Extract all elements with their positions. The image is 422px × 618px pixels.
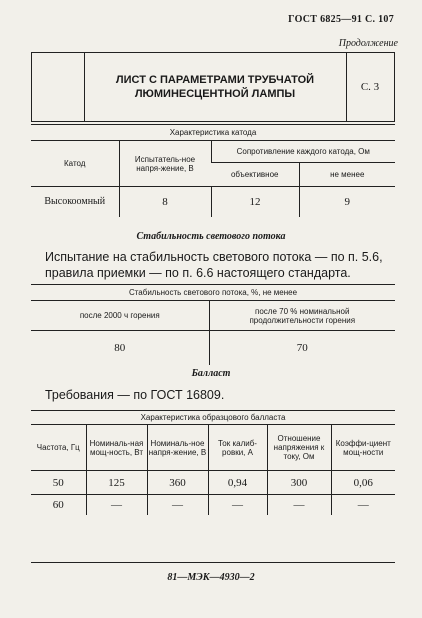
sub-col-min: не менее [299, 163, 395, 187]
continuation-label: Продолжение [338, 38, 398, 49]
cell-min: 9 [299, 187, 395, 217]
col-rated-power: Номиналь-ная мощ-ность, Вт [86, 425, 147, 471]
cell-after-70pct: 70 [209, 331, 395, 365]
ballast-text: Требования — по ГОСТ 16809. [45, 388, 225, 402]
ballast-table-header: Характеристика образцового балласта [31, 411, 395, 425]
col-power-factor: Коэффи-циент мощ-ности [331, 425, 395, 471]
stability-heading: Стабильность светового потока [136, 231, 286, 242]
cell-ratio: — [267, 495, 331, 515]
page-header: ГОСТ 6825—91 С. 107 [288, 14, 394, 25]
stability-table-header: Стабильность светового потока, %, не менее [31, 285, 395, 301]
cell-nominal: 12 [211, 187, 299, 217]
cathode-table [31, 124, 395, 217]
col-calibration-current: Ток калиб-ровки, А [208, 425, 267, 471]
cell-rated-power: 125 [86, 471, 147, 495]
footer-rule [31, 562, 395, 563]
cell-after-2000h: 80 [114, 341, 126, 354]
table-row [31, 471, 395, 495]
cell-test-voltage: 8 [119, 187, 211, 217]
cell-rated-voltage: 360 [147, 471, 208, 495]
title-line-1: ЛИСТ С ПАРАМЕТРАМИ ТРУБЧАТОЙ [115, 74, 315, 86]
cell-rated-voltage: — [147, 495, 208, 515]
sheet-number: С. 3 [360, 81, 380, 93]
cell-cathode-type: Высокоомный [44, 196, 106, 208]
col-rated-voltage: Номиналь-ное напря-жение, В [147, 425, 208, 471]
cell-rated-power: — [86, 495, 147, 515]
cathode-table-header: Характеристика катода [31, 125, 395, 141]
cell-calibration-current: 0,94 [208, 471, 267, 495]
cell-power-factor: — [331, 495, 395, 515]
stability-text: Испытание на стабильность светового потока — по п. 5.6, правила приемки — по п. 6.6 настоящего стандарта. [45, 250, 383, 280]
ballast-table [31, 410, 395, 515]
col-after-70pct: после 70 % номинальной продолжительности горения [209, 301, 395, 331]
cell-frequency: 50 [31, 471, 86, 495]
cell-calibration-current: — [208, 495, 267, 515]
col-test-voltage: Испытатель-ное напря-жение, В [119, 141, 211, 187]
title-line-2: ЛЮМИНЕСЦЕНТНОЙ ЛАМПЫ [134, 88, 296, 100]
cell-frequency: 60 [52, 498, 64, 511]
table-row [31, 495, 395, 515]
col-frequency: Частота, Гц [31, 425, 86, 471]
stability-table [31, 284, 395, 365]
cell-ratio: 300 [267, 471, 331, 495]
sub-col-nominal: объективное [211, 163, 299, 187]
col-voltage-current-ratio: Отношение напряжения к току, Ом [267, 425, 331, 471]
title-empty-cell [32, 53, 85, 121]
col-cathode: Катод [31, 141, 119, 187]
col-resistance: Сопротивление каждого катода, Ом [211, 141, 395, 163]
ballast-heading: Балласт [191, 368, 231, 379]
col-after-2000h: после 2000 ч горения [31, 301, 209, 331]
footer-code: 81—МЭК—4930—2 [167, 572, 255, 583]
title-cell [84, 53, 347, 121]
title-block [31, 52, 395, 122]
cell-power-factor: 0,06 [331, 471, 395, 495]
